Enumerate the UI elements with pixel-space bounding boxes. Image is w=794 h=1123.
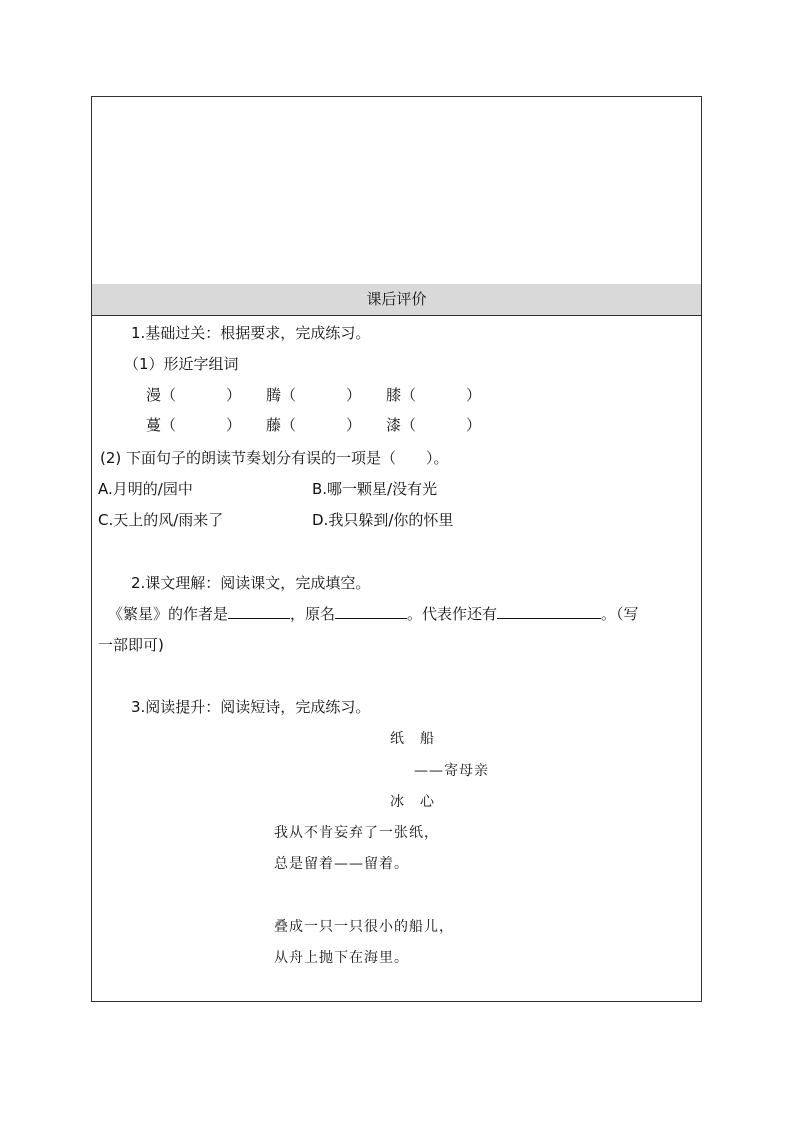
q1-row2-item1-close: ） [226,416,242,434]
q1-option-b: B.哪一颗星/没有光 [312,480,438,498]
q2-fill-sentence [108,604,639,624]
author-blank[interactable] [228,604,290,619]
q1-row1-item3-open: 膝（ [386,386,417,404]
q1-row1-item1-open: 漫（ [146,386,177,404]
q1-row2-item2-close: ） [346,416,362,434]
poem-subtitle: ——寄母亲 [414,763,489,779]
q1-row1-item3-close: ） [466,386,482,404]
q2-text-e: 一部即可) [98,636,164,654]
section-header: 课后评价 [92,284,701,316]
poem-author: 冰 心 [390,794,435,810]
blank-cell [92,97,701,285]
q1-row1-item2-close: ） [346,386,362,404]
poem-line-1: 我从不肯妄弃了一张纸， [274,825,439,841]
q1-row1-item1-close: ） [226,386,242,404]
q1-row2-item1-open: 蔓（ [146,416,177,434]
q1-row1-item2-open: 腾（ [266,386,297,404]
q3-title: 3.阅读提升：阅读短诗，完成练习。 [131,698,371,716]
poem-line-3: 叠成一只一只很小的船儿， [274,919,454,935]
poem-line-2: 总是留着——留着。 [274,856,409,872]
q1-part1-title: （1）形近字组词 [124,355,239,373]
q1-row2-item3-open: 漆（ [386,416,417,434]
q2-text-b: ，原名 [290,605,336,623]
q1-option-a: A.月明的/园中 [98,480,193,498]
poem-title: 纸 船 [390,731,435,747]
q2-text-d: 。（写 [601,605,639,623]
poem-line-4: 从舟上抛下在海里。 [274,950,409,966]
q2-text-c: 。代表作还有 [407,605,498,623]
q1-row2-item3-close: ） [466,416,482,434]
works-blank[interactable] [497,604,601,619]
q2-text-a: 《繁星》的作者是 [108,605,229,623]
q2-title: 2.课文理解：阅读课文，完成填空。 [131,574,371,592]
q1-option-d: D.我只躲到/你的怀里 [312,511,454,529]
original-name-blank[interactable] [335,604,407,619]
q1-part2-title: (2) 下面句子的朗读节奏划分有误的一项是（ ）。 [100,449,449,467]
q1-title: 1.基础过关：根据要求，完成练习。 [131,324,371,342]
q1-option-c: C.天上的风/雨来了 [98,511,224,529]
q1-row2-item2-open: 藤（ [266,416,297,434]
